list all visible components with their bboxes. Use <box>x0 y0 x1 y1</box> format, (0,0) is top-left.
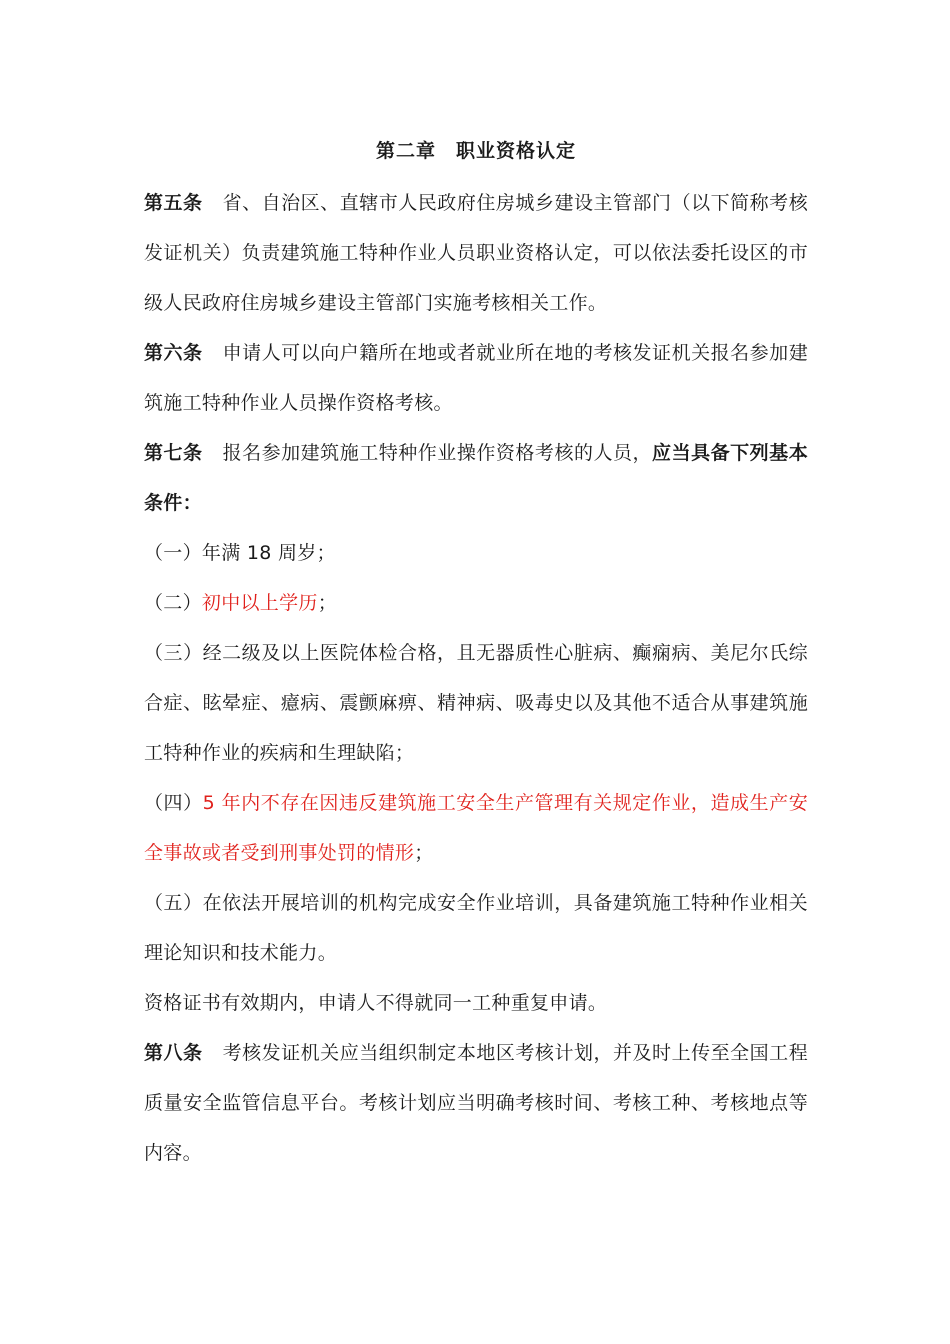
article-6 <box>144 328 808 428</box>
article-7 <box>144 428 808 528</box>
article-8-label: 第八条 <box>144 1042 203 1064</box>
condition-item-2-suffix: ； <box>317 592 338 614</box>
condition-item-4-prefix: （四） <box>144 792 203 814</box>
condition-item-5 <box>144 878 808 978</box>
condition-item-1 <box>144 528 808 578</box>
article-7-bold-text: 应当具备下列基本条件： <box>144 442 808 514</box>
article-7-text: 报名参加建筑施工特种作业操作资格考核的人员， <box>222 442 653 464</box>
article-6-label: 第六条 <box>144 342 203 364</box>
article-7-label: 第七条 <box>144 442 203 464</box>
validity-note: 资格证书有效期内，申请人不得就同一工种重复申请。 <box>144 992 608 1014</box>
condition-item-1-text: 年满 18 周岁； <box>201 542 336 564</box>
condition-item-3-prefix: （三） <box>144 642 203 664</box>
condition-item-2 <box>144 578 808 628</box>
condition-item-4-highlight: 5 年内不存在因违反建筑施工安全生产管理有关规定作业，造成生产安全事故或者受到刑事处罚的情形 <box>144 792 809 864</box>
article-5-label: 第五条 <box>144 192 203 214</box>
condition-item-3 <box>144 628 808 778</box>
condition-item-5-text: 在依法开展培训的机构完成安全作业培训，具备建筑施工特种作业相关理论知识和技术能力。 <box>144 892 808 964</box>
condition-item-4-suffix: ； <box>414 842 434 864</box>
article-8 <box>144 1028 808 1178</box>
condition-item-2-prefix: （二） <box>144 592 202 614</box>
condition-item-4 <box>144 778 808 878</box>
article-5 <box>144 178 808 328</box>
article-8-text: 考核发证机关应当组织制定本地区考核计划，并及时上传至全国工程质量安全监管信息平台。考核计划应当明确考核时间、考核工种、考核地点等内容。 <box>144 1042 808 1164</box>
condition-item-5-prefix: （五） <box>144 892 203 914</box>
document-page <box>144 128 808 1178</box>
chapter-title: 第二章 职业资格认定 <box>375 140 576 162</box>
article-5-text: 省、自治区、直辖市人民政府住房城乡建设主管部门（以下简称考核发证机关）负责建筑施工特种作业人员职业资格认定，可以依法委托设区的市级人民政府住房城乡建设主管部门实施考核相关工作。 <box>144 192 808 314</box>
condition-item-2-highlight: 初中以上学历 <box>201 592 318 614</box>
article-6-text: 申请人可以向户籍所在地或者就业所在地的考核发证机关报名参加建筑施工特种作业人员操作资格考核。 <box>144 342 808 414</box>
condition-item-3-text: 经二级及以上医院体检合格，且无器质性心脏病、癫痫病、美尼尔氏综合症、眩晕症、癔病、震颤麻痹、精神病、吸毒史以及其他不适合从事建筑施工特种作业的疾病和生理缺陷； <box>144 642 808 764</box>
condition-item-1-prefix: （一） <box>144 542 202 564</box>
